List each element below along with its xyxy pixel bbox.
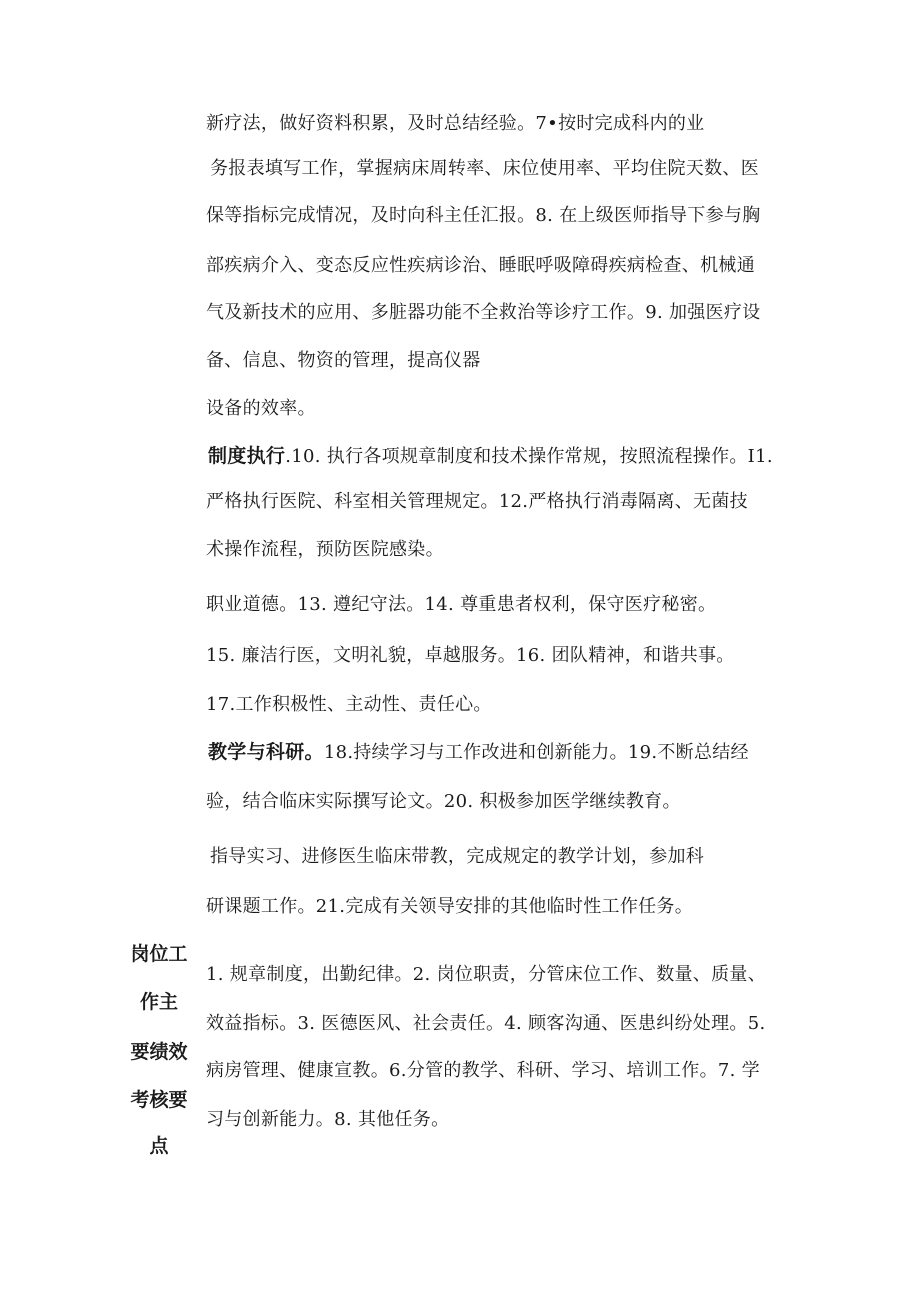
teaching-research-text: 18.持续学习与工作改进和创新能力。19.不断总结经 (323, 742, 749, 763)
teaching-research-heading: 教学与科研。 (208, 741, 324, 763)
teaching-research-line: 指导实习、进修医生临床带教，完成规定的教学计划，参加科 (210, 846, 705, 867)
system-execution-line (208, 444, 773, 469)
assessment-label-line: 要绩效 (130, 1041, 188, 1063)
assessment-text-line: 习与创新能力。8. 其他任务。 (206, 1109, 450, 1130)
assessment-label-line: 作主 (139, 991, 178, 1013)
teaching-research-line (208, 740, 749, 765)
assessment-label-line: 点 (149, 1135, 169, 1157)
assessment-label-line: 岗位工 (130, 943, 188, 965)
system-execution-line: 术操作流程，预防医院感染。 (206, 539, 444, 560)
assessment-text-line: 病房管理、健康宣教。6.分管的教学、科研、学习、培训工作。7. 学 (206, 1060, 760, 1081)
teaching-research-line: 研课题工作。21.完成有关领导安排的其他临时性工作任务。 (206, 896, 694, 917)
duty-text-line: 设备的效率。 (206, 398, 316, 419)
assessment-text-line: 效益指标。3. 医德医风、社会责任。4. 顾客沟通、医患纠纷处理。5. (206, 1013, 766, 1034)
ethics-text-line: 15. 廉洁行医，文明礼貌，卓越服务。16. 团队精神，和谐共事。 (206, 645, 735, 666)
ethics-text-line: 职业道德。13. 遵纪守法。14. 尊重患者权利，保守医疗秘密。 (206, 594, 717, 615)
duty-text-line: 新疗法，做好资料积累，及时总结经验。7•按时完成科内的业 (206, 113, 705, 134)
duty-text-line: 备、信息、物资的管理，提高仪器 (206, 350, 481, 371)
duty-text-line: 保等指标完成情况，及时向科主任汇报。8. 在上级医师指导下参与胸 (206, 205, 761, 226)
teaching-research-line: 验，结合临床实际撰写论文。20. 积极参加医学继续教育。 (206, 791, 681, 812)
assessment-label-line: 考核要 (130, 1089, 188, 1111)
duty-text-line: 气及新技术的应用、多脏器功能不全救治等诊疗工作。9. 加强医疗设 (206, 302, 761, 323)
duty-text-line: 部疾病介入、变态反应性疾病诊治、睡眠呼吸障碍疾病检查、机械通 (206, 255, 755, 276)
assessment-text-line: 1. 规章制度，出勤纪律。2. 岗位职责，分管床位工作、数量、质量、 (206, 964, 766, 985)
ethics-text-line: 17.工作积极性、主动性、责任心。 (206, 694, 492, 715)
system-execution-heading: 制度执行 (208, 445, 286, 467)
system-execution-line: 严格执行医院、科室相关管理规定。12.严格执行消毒隔离、无菌技 (206, 491, 748, 512)
duty-text-line: 务报表填写工作，掌握病床周转率、床位使用率、平均住院天数、医 (210, 158, 759, 179)
system-execution-text: .10. 执行各项规章制度和技术操作常规，按照流程操作。I1. (285, 446, 773, 467)
